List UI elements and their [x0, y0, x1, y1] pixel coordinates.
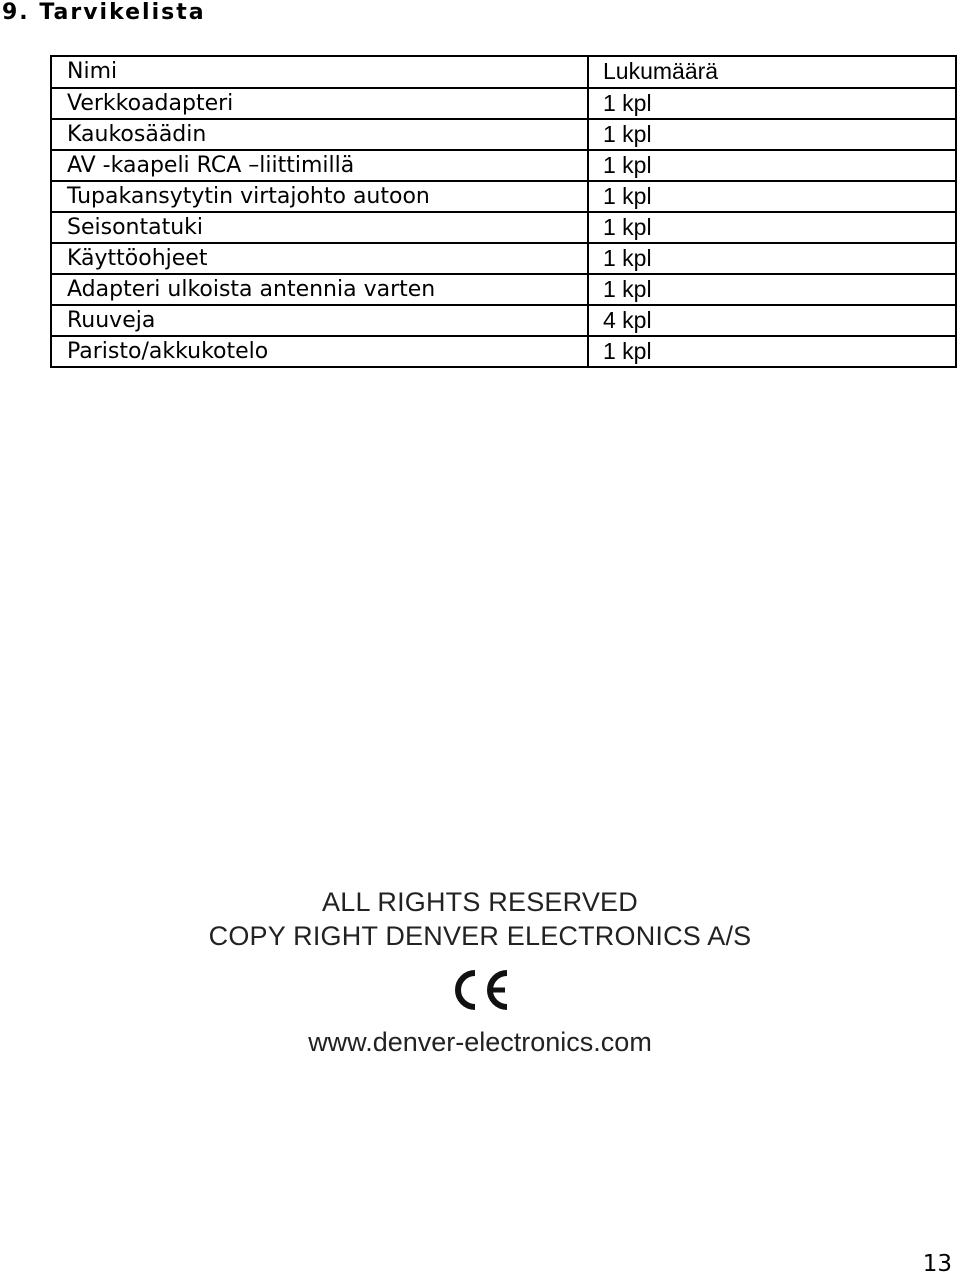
item-name: Ruuveja — [52, 306, 589, 335]
column-header-name: Nimi — [52, 57, 589, 87]
table-row — [52, 118, 955, 149]
accessory-table — [50, 55, 957, 368]
item-name: Kaukosäädin — [52, 120, 589, 149]
copyright-text: COPY RIGHT DENVER ELECTRONICS A/S — [208, 921, 752, 951]
page-number: 13 — [922, 1251, 952, 1277]
website-url: www.denver-electronics.com — [308, 1027, 652, 1057]
table-row — [52, 211, 955, 242]
item-name: AV -kaapeli RCA –liittimillä — [52, 151, 589, 180]
item-quantity: 1 kpl — [603, 183, 652, 209]
item-quantity: 1 kpl — [603, 338, 652, 364]
item-quantity: 1 kpl — [603, 152, 652, 178]
column-header-quantity: Lukumäärä — [603, 58, 719, 84]
item-name: Seisontatuki — [52, 213, 589, 242]
copyright-footer — [0, 885, 960, 1059]
item-name: Adapteri ulkoista antennia varten — [52, 275, 589, 304]
table-row — [52, 335, 955, 366]
item-quantity: 1 kpl — [603, 121, 652, 147]
item-name: Verkkoadapteri — [52, 89, 589, 118]
item-quantity: 1 kpl — [603, 214, 652, 240]
table-row — [52, 149, 955, 180]
item-quantity: 4 kpl — [603, 307, 652, 333]
ce-mark-icon — [445, 967, 515, 1013]
section-heading: 9. Tarvikelista — [2, 0, 206, 25]
item-name: Tupakansytytin virtajohto autoon — [52, 182, 589, 211]
table-row — [52, 87, 955, 118]
table-row — [52, 180, 955, 211]
item-name: Käyttöohjeet — [52, 244, 589, 273]
table-header-row — [52, 57, 955, 87]
table-row — [52, 273, 955, 304]
item-quantity: 1 kpl — [603, 245, 652, 271]
item-name: Paristo/akkukotelo — [52, 337, 589, 366]
rights-reserved-text: ALL RIGHTS RESERVED — [322, 887, 638, 917]
item-quantity: 1 kpl — [603, 276, 652, 302]
table-row — [52, 304, 955, 335]
item-quantity: 1 kpl — [603, 90, 652, 116]
table-row — [52, 242, 955, 273]
